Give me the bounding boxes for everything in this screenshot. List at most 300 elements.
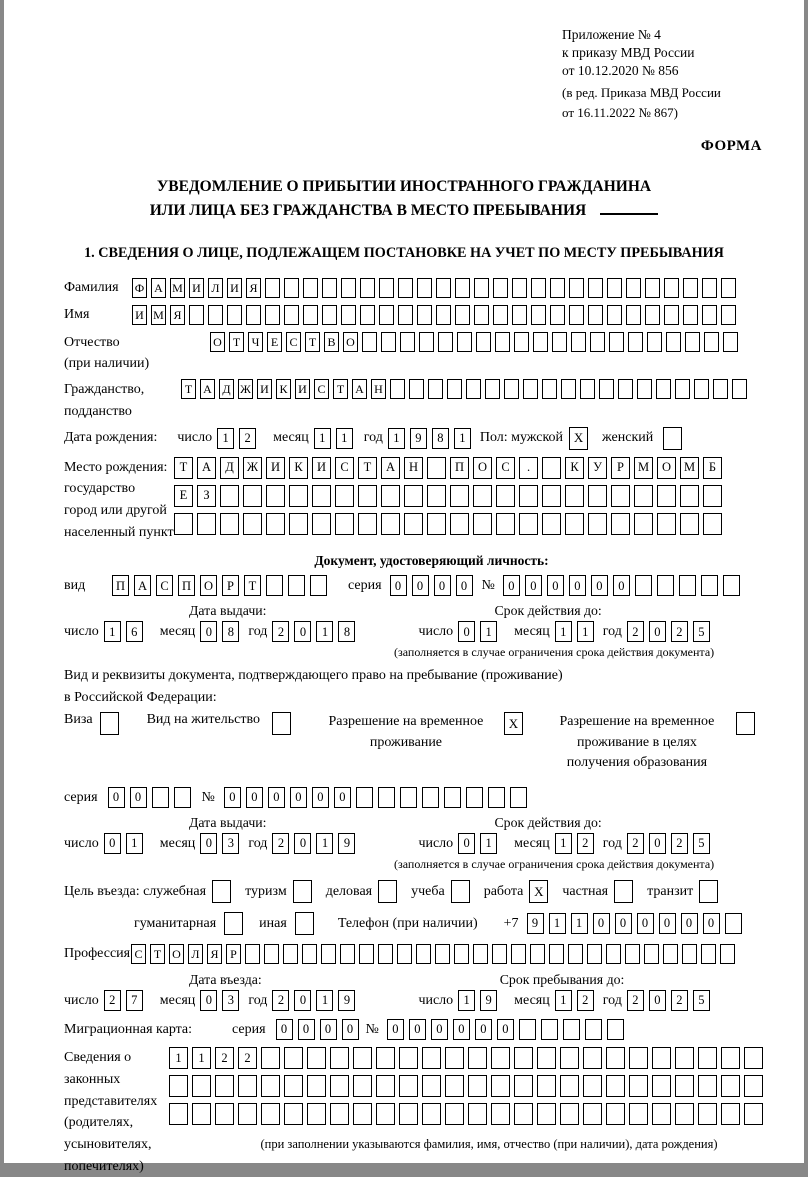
char-box[interactable]: 1 <box>336 428 353 449</box>
char-box[interactable]: 1 <box>316 833 333 854</box>
char-box[interactable]: . <box>519 457 538 479</box>
char-box[interactable] <box>289 485 308 507</box>
char-box[interactable] <box>496 513 515 535</box>
char-box[interactable] <box>303 305 318 325</box>
char-box[interactable] <box>606 1047 625 1069</box>
char-box[interactable] <box>680 485 699 507</box>
char-box[interactable]: 0 <box>312 787 329 808</box>
char-box[interactable]: 1 <box>217 428 234 449</box>
char-box[interactable] <box>583 1075 602 1097</box>
char-box[interactable] <box>609 332 624 352</box>
char-box[interactable]: 1 <box>316 621 333 642</box>
char-box[interactable] <box>635 575 652 596</box>
char-box[interactable]: 0 <box>659 913 676 934</box>
char-box[interactable]: Д <box>220 457 239 479</box>
char-box[interactable] <box>376 1047 395 1069</box>
char-box[interactable] <box>703 513 722 535</box>
char-box[interactable]: С <box>286 332 301 352</box>
char-box[interactable] <box>398 278 413 298</box>
char-box[interactable] <box>625 944 640 964</box>
char-box[interactable]: Т <box>181 379 196 399</box>
char-box[interactable]: Р <box>226 944 241 964</box>
char-box[interactable]: 2 <box>577 990 594 1011</box>
char-box[interactable] <box>542 457 561 479</box>
purpose-business-checkbox[interactable] <box>212 880 231 903</box>
char-box[interactable] <box>626 305 641 325</box>
char-box[interactable] <box>569 278 584 298</box>
char-box[interactable] <box>284 1047 303 1069</box>
char-box[interactable] <box>444 787 461 808</box>
char-box[interactable] <box>645 305 660 325</box>
char-box[interactable] <box>284 278 299 298</box>
char-box[interactable]: О <box>343 332 358 352</box>
char-box[interactable] <box>637 379 652 399</box>
char-box[interactable] <box>321 944 336 964</box>
char-box[interactable] <box>571 332 586 352</box>
char-box[interactable] <box>628 332 643 352</box>
char-box[interactable]: М <box>151 305 166 325</box>
char-box[interactable] <box>550 278 565 298</box>
char-box[interactable]: 8 <box>222 621 239 642</box>
char-box[interactable] <box>537 1047 556 1069</box>
char-box[interactable]: 0 <box>342 1019 359 1040</box>
char-box[interactable]: 1 <box>316 990 333 1011</box>
char-box[interactable] <box>341 278 356 298</box>
char-box[interactable] <box>476 332 491 352</box>
char-box[interactable] <box>404 485 423 507</box>
char-box[interactable]: А <box>381 457 400 479</box>
char-box[interactable] <box>436 305 451 325</box>
char-box[interactable] <box>447 379 462 399</box>
char-box[interactable]: А <box>197 457 216 479</box>
char-box[interactable] <box>376 1103 395 1125</box>
char-box[interactable] <box>307 1075 326 1097</box>
char-box[interactable] <box>353 1103 372 1125</box>
char-box[interactable] <box>634 485 653 507</box>
char-box[interactable] <box>341 305 356 325</box>
char-box[interactable]: Ч <box>248 332 263 352</box>
char-box[interactable]: 2 <box>627 990 644 1011</box>
char-box[interactable]: 1 <box>104 621 121 642</box>
char-box[interactable]: Т <box>174 457 193 479</box>
char-box[interactable] <box>644 944 659 964</box>
char-box[interactable] <box>491 1075 510 1097</box>
char-box[interactable] <box>514 1103 533 1125</box>
char-box[interactable]: 0 <box>390 575 407 596</box>
char-box[interactable] <box>694 379 709 399</box>
char-box[interactable]: П <box>178 575 195 596</box>
char-box[interactable] <box>360 305 375 325</box>
char-box[interactable] <box>335 513 354 535</box>
char-box[interactable] <box>675 379 690 399</box>
char-box[interactable] <box>590 332 605 352</box>
char-box[interactable]: О <box>169 944 184 964</box>
char-box[interactable] <box>288 575 305 596</box>
char-box[interactable] <box>400 332 415 352</box>
char-box[interactable]: 0 <box>224 787 241 808</box>
char-box[interactable] <box>284 1103 303 1125</box>
char-box[interactable] <box>647 332 662 352</box>
purpose-work-checkbox[interactable]: X <box>529 880 548 903</box>
char-box[interactable] <box>491 1103 510 1125</box>
char-box[interactable]: Я <box>246 278 261 298</box>
char-box[interactable]: К <box>289 457 308 479</box>
char-box[interactable]: П <box>450 457 469 479</box>
purpose-study-checkbox[interactable] <box>451 880 470 903</box>
char-box[interactable]: Р <box>222 575 239 596</box>
char-box[interactable]: 9 <box>338 833 355 854</box>
char-box[interactable]: 2 <box>671 833 688 854</box>
char-box[interactable] <box>455 278 470 298</box>
char-box[interactable]: И <box>132 305 147 325</box>
char-box[interactable]: К <box>276 379 291 399</box>
char-box[interactable] <box>208 305 223 325</box>
char-box[interactable]: 0 <box>615 913 632 934</box>
char-box[interactable] <box>261 1047 280 1069</box>
purpose-humanitarian-checkbox[interactable] <box>224 912 243 935</box>
char-box[interactable]: Л <box>188 944 203 964</box>
char-box[interactable] <box>310 575 327 596</box>
char-box[interactable] <box>322 278 337 298</box>
char-box[interactable] <box>530 944 545 964</box>
char-box[interactable] <box>606 1075 625 1097</box>
char-box[interactable] <box>417 305 432 325</box>
char-box[interactable]: К <box>565 457 584 479</box>
char-box[interactable]: А <box>200 379 215 399</box>
char-box[interactable] <box>565 513 584 535</box>
char-box[interactable]: 1 <box>555 990 572 1011</box>
char-box[interactable]: 1 <box>549 913 566 934</box>
char-box[interactable] <box>531 278 546 298</box>
char-box[interactable] <box>721 1075 740 1097</box>
char-box[interactable]: 0 <box>681 913 698 934</box>
char-box[interactable] <box>656 379 671 399</box>
char-box[interactable]: 7 <box>126 990 143 1011</box>
char-box[interactable] <box>189 305 204 325</box>
char-box[interactable]: Т <box>333 379 348 399</box>
char-box[interactable] <box>243 513 262 535</box>
char-box[interactable]: Е <box>267 332 282 352</box>
char-box[interactable] <box>618 379 633 399</box>
char-box[interactable] <box>537 1103 556 1125</box>
char-box[interactable]: 0 <box>525 575 542 596</box>
char-box[interactable]: 2 <box>104 990 121 1011</box>
char-box[interactable]: 0 <box>497 1019 514 1040</box>
char-box[interactable] <box>587 944 602 964</box>
char-box[interactable] <box>583 1103 602 1125</box>
char-box[interactable] <box>664 305 679 325</box>
char-box[interactable] <box>496 485 515 507</box>
char-box[interactable] <box>629 1075 648 1097</box>
char-box[interactable]: 1 <box>169 1047 188 1069</box>
char-box[interactable] <box>422 1075 441 1097</box>
char-box[interactable]: И <box>295 379 310 399</box>
char-box[interactable] <box>541 1019 558 1040</box>
char-box[interactable] <box>607 1019 624 1040</box>
char-box[interactable] <box>289 513 308 535</box>
char-box[interactable]: 0 <box>276 1019 293 1040</box>
purpose-transit-checkbox[interactable] <box>699 880 718 903</box>
char-box[interactable] <box>362 332 377 352</box>
char-box[interactable] <box>192 1103 211 1125</box>
char-box[interactable]: 1 <box>480 833 497 854</box>
char-box[interactable]: 0 <box>334 787 351 808</box>
char-box[interactable] <box>169 1075 188 1097</box>
char-box[interactable] <box>701 944 716 964</box>
char-box[interactable]: 0 <box>409 1019 426 1040</box>
char-box[interactable] <box>468 1047 487 1069</box>
char-box[interactable] <box>192 1075 211 1097</box>
char-box[interactable]: 0 <box>593 913 610 934</box>
char-box[interactable] <box>657 485 676 507</box>
char-box[interactable]: 0 <box>431 1019 448 1040</box>
char-box[interactable] <box>416 944 431 964</box>
char-box[interactable] <box>353 1047 372 1069</box>
visa-checkbox[interactable] <box>100 712 119 735</box>
char-box[interactable] <box>744 1047 763 1069</box>
char-box[interactable] <box>266 513 285 535</box>
char-box[interactable]: С <box>335 457 354 479</box>
char-box[interactable] <box>307 1103 326 1125</box>
char-box[interactable] <box>588 513 607 535</box>
char-box[interactable]: Д <box>219 379 234 399</box>
char-box[interactable]: 0 <box>569 575 586 596</box>
char-box[interactable] <box>399 1075 418 1097</box>
char-box[interactable] <box>360 278 375 298</box>
char-box[interactable]: И <box>189 278 204 298</box>
char-box[interactable]: 2 <box>577 833 594 854</box>
char-box[interactable]: 0 <box>320 1019 337 1040</box>
char-box[interactable]: 5 <box>693 990 710 1011</box>
char-box[interactable] <box>607 305 622 325</box>
char-box[interactable]: 5 <box>693 833 710 854</box>
char-box[interactable] <box>634 513 653 535</box>
char-box[interactable] <box>549 944 564 964</box>
char-box[interactable] <box>445 1103 464 1125</box>
char-box[interactable]: Н <box>404 457 423 479</box>
char-box[interactable]: 0 <box>649 621 666 642</box>
char-box[interactable] <box>514 1075 533 1097</box>
char-box[interactable]: А <box>151 278 166 298</box>
char-box[interactable] <box>381 513 400 535</box>
char-box[interactable] <box>675 1103 694 1125</box>
char-box[interactable]: А <box>352 379 367 399</box>
char-box[interactable] <box>666 332 681 352</box>
char-box[interactable] <box>152 787 169 808</box>
char-box[interactable]: Ж <box>243 457 262 479</box>
char-box[interactable] <box>454 944 469 964</box>
char-box[interactable]: 2 <box>272 621 289 642</box>
char-box[interactable] <box>606 944 621 964</box>
char-box[interactable]: 1 <box>388 428 405 449</box>
char-box[interactable]: 1 <box>458 990 475 1011</box>
char-box[interactable] <box>721 278 736 298</box>
char-box[interactable] <box>542 379 557 399</box>
char-box[interactable] <box>312 513 331 535</box>
char-box[interactable] <box>466 379 481 399</box>
char-box[interactable] <box>560 1047 579 1069</box>
char-box[interactable] <box>466 787 483 808</box>
char-box[interactable]: Т <box>229 332 244 352</box>
char-box[interactable] <box>514 1047 533 1069</box>
char-box[interactable]: О <box>200 575 217 596</box>
char-box[interactable] <box>744 1103 763 1125</box>
char-box[interactable] <box>359 944 374 964</box>
char-box[interactable] <box>523 379 538 399</box>
char-box[interactable] <box>428 379 443 399</box>
char-box[interactable] <box>663 944 678 964</box>
char-box[interactable]: А <box>134 575 151 596</box>
char-box[interactable] <box>519 1019 536 1040</box>
char-box[interactable] <box>419 332 434 352</box>
char-box[interactable]: Я <box>207 944 222 964</box>
char-box[interactable] <box>580 379 595 399</box>
char-box[interactable]: Б <box>703 457 722 479</box>
char-box[interactable] <box>243 485 262 507</box>
char-box[interactable] <box>703 485 722 507</box>
char-box[interactable] <box>427 457 446 479</box>
char-box[interactable] <box>422 787 439 808</box>
char-box[interactable] <box>725 913 742 934</box>
char-box[interactable] <box>450 485 469 507</box>
char-box[interactable] <box>264 944 279 964</box>
char-box[interactable] <box>519 513 538 535</box>
char-box[interactable] <box>435 944 450 964</box>
char-box[interactable]: 1 <box>126 833 143 854</box>
char-box[interactable] <box>261 1103 280 1125</box>
char-box[interactable]: 0 <box>294 990 311 1011</box>
char-box[interactable] <box>322 305 337 325</box>
char-box[interactable] <box>744 1075 763 1097</box>
char-box[interactable] <box>701 575 718 596</box>
char-box[interactable] <box>409 379 424 399</box>
char-box[interactable] <box>698 1047 717 1069</box>
char-box[interactable]: 1 <box>577 621 594 642</box>
char-box[interactable] <box>376 1075 395 1097</box>
char-box[interactable]: Т <box>358 457 377 479</box>
char-box[interactable] <box>652 1047 671 1069</box>
char-box[interactable]: 0 <box>200 833 217 854</box>
char-box[interactable] <box>473 944 488 964</box>
char-box[interactable] <box>468 1103 487 1125</box>
char-box[interactable] <box>511 944 526 964</box>
char-box[interactable]: 0 <box>458 833 475 854</box>
char-box[interactable] <box>679 575 696 596</box>
char-box[interactable]: 2 <box>671 990 688 1011</box>
char-box[interactable] <box>495 332 510 352</box>
char-box[interactable] <box>682 944 697 964</box>
char-box[interactable] <box>238 1075 257 1097</box>
char-box[interactable] <box>493 278 508 298</box>
char-box[interactable]: С <box>156 575 173 596</box>
char-box[interactable]: 0 <box>591 575 608 596</box>
char-box[interactable] <box>569 305 584 325</box>
char-box[interactable] <box>266 485 285 507</box>
char-box[interactable]: 0 <box>290 787 307 808</box>
char-box[interactable] <box>721 1047 740 1069</box>
char-box[interactable]: 0 <box>200 621 217 642</box>
char-box[interactable]: В <box>324 332 339 352</box>
char-box[interactable] <box>330 1075 349 1097</box>
char-box[interactable] <box>246 305 261 325</box>
char-box[interactable] <box>474 278 489 298</box>
char-box[interactable] <box>473 485 492 507</box>
char-box[interactable]: Т <box>244 575 261 596</box>
char-box[interactable] <box>169 1103 188 1125</box>
char-box[interactable]: И <box>266 457 285 479</box>
char-box[interactable]: П <box>112 575 129 596</box>
char-box[interactable] <box>533 332 548 352</box>
char-box[interactable]: С <box>496 457 515 479</box>
char-box[interactable] <box>390 379 405 399</box>
char-box[interactable] <box>585 1019 602 1040</box>
char-box[interactable] <box>560 1075 579 1097</box>
char-box[interactable]: Л <box>208 278 223 298</box>
char-box[interactable]: 0 <box>412 575 429 596</box>
char-box[interactable] <box>512 278 527 298</box>
char-box[interactable]: Ж <box>238 379 253 399</box>
char-box[interactable]: 0 <box>387 1019 404 1040</box>
char-box[interactable]: 0 <box>434 575 451 596</box>
char-box[interactable]: 0 <box>298 1019 315 1040</box>
char-box[interactable] <box>702 278 717 298</box>
char-box[interactable] <box>510 787 527 808</box>
char-box[interactable] <box>307 1047 326 1069</box>
char-box[interactable]: 2 <box>238 1047 257 1069</box>
char-box[interactable] <box>312 485 331 507</box>
char-box[interactable] <box>721 305 736 325</box>
char-box[interactable] <box>379 305 394 325</box>
char-box[interactable] <box>398 305 413 325</box>
char-box[interactable] <box>245 944 260 964</box>
char-box[interactable]: 2 <box>272 833 289 854</box>
char-box[interactable] <box>215 1075 234 1097</box>
char-box[interactable] <box>427 513 446 535</box>
sex-male-checkbox[interactable]: X <box>569 427 588 450</box>
char-box[interactable]: О <box>657 457 676 479</box>
char-box[interactable]: 8 <box>338 621 355 642</box>
char-box[interactable]: И <box>257 379 272 399</box>
char-box[interactable] <box>488 787 505 808</box>
char-box[interactable]: 0 <box>649 833 666 854</box>
char-box[interactable] <box>504 379 519 399</box>
char-box[interactable] <box>303 278 318 298</box>
char-box[interactable]: 2 <box>627 621 644 642</box>
char-box[interactable] <box>399 1047 418 1069</box>
char-box[interactable] <box>652 1103 671 1125</box>
char-box[interactable] <box>302 944 317 964</box>
char-box[interactable] <box>399 1103 418 1125</box>
char-box[interactable] <box>713 379 728 399</box>
char-box[interactable] <box>422 1103 441 1125</box>
char-box[interactable] <box>645 278 660 298</box>
char-box[interactable] <box>542 485 561 507</box>
char-box[interactable]: Н <box>371 379 386 399</box>
char-box[interactable]: 9 <box>410 428 427 449</box>
char-box[interactable]: 0 <box>637 913 654 934</box>
char-box[interactable] <box>353 1075 372 1097</box>
char-box[interactable] <box>698 1075 717 1097</box>
char-box[interactable]: 9 <box>480 990 497 1011</box>
char-box[interactable] <box>227 305 242 325</box>
char-box[interactable] <box>675 1047 694 1069</box>
char-box[interactable]: 0 <box>703 913 720 934</box>
char-box[interactable]: 3 <box>222 833 239 854</box>
char-box[interactable]: О <box>473 457 492 479</box>
char-box[interactable]: 2 <box>627 833 644 854</box>
char-box[interactable]: Р <box>611 457 630 479</box>
char-box[interactable] <box>356 787 373 808</box>
